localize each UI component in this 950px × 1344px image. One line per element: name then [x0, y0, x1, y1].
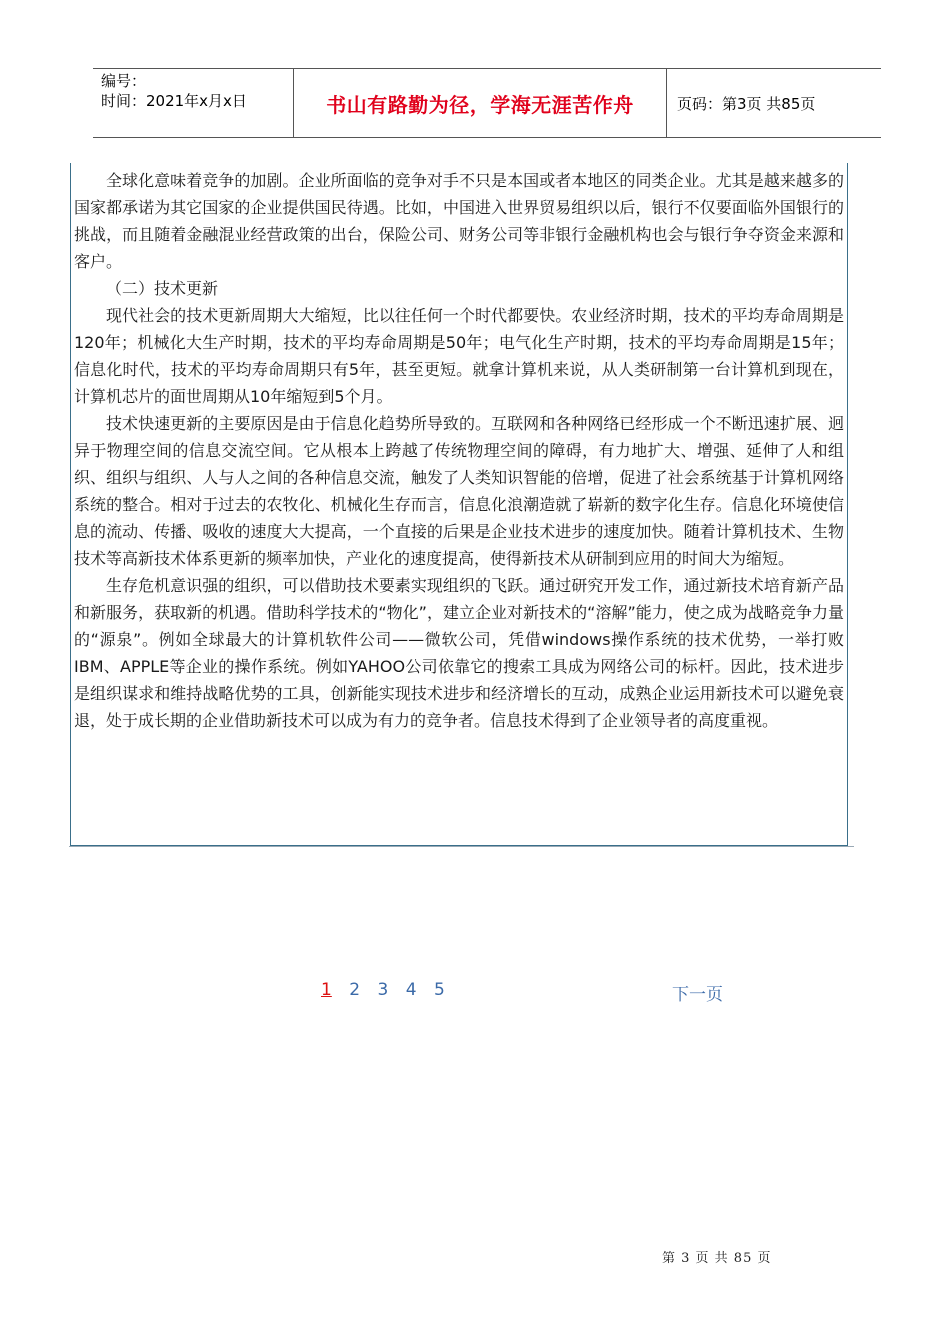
next-page-link[interactable]: 下一页	[672, 985, 723, 1005]
page-footer: 第 3 页 共 85 页	[662, 1251, 772, 1266]
header-motto: 书山有路勤为径，学海无涯苦作舟	[293, 69, 667, 137]
page-link-3[interactable]: 3	[377, 980, 389, 1000]
pagination	[321, 980, 457, 1000]
section-heading: （二）技术更新	[106, 279, 219, 298]
content-frame	[70, 163, 848, 1005]
page-link-4[interactable]: 4	[405, 980, 417, 1000]
page-link-5[interactable]: 5	[433, 980, 445, 1000]
header-meta	[93, 69, 293, 137]
page-header	[93, 68, 881, 138]
header-page-info: 页码：第3页 共85页	[677, 94, 816, 113]
page-link-1[interactable]: 1	[321, 980, 332, 1000]
frame-divider	[69, 846, 854, 847]
article-body	[74, 167, 844, 734]
number-label: 编号：	[101, 72, 147, 90]
paragraph: 生存危机意识强的组织，可以借助技术要素实现组织的飞跃。通过研究开发工作，通过新技术培育新产品和新服务，获取新的机遇。借助科学技术的“物化”，建立企业对新技术的“溶解”能力，使之成为战略竞争力量的“源泉”。例如全球最大的计算机软件公司——微软公司，凭借windows操作系统的技术优势，一举打败IBM、APPLE等企业的操作系统。例如YAHOO公司依靠它的搜索工具成为网络公司的标杆。因此，技术进步是组织谋求和维持战略优势的工具，创新能实现技术进步和经济增长的互动，成熟企业运用新技术可以避免衰退，处于成长期的企业借助新技术可以成为有力的竞争者。信息技术得到了企业领导者的高度重视。	[74, 576, 844, 730]
paragraph: 现代社会的技术更新周期大大缩短，比以往任何一个时代都要快。农业经济时期，技术的平均寿命周期是120年；机械化大生产时期，技术的平均寿命周期是50年；电气化生产时期，技术的平均寿命周期是15年；信息化时代，技术的平均寿命周期只有5年，甚至更短。就拿计算机来说，从人类研制第一台计算机到现在，计算机芯片的面世周期从10年缩短到5个月。	[74, 306, 844, 406]
time-label: 时间：2021年x月x日	[101, 92, 247, 110]
paragraph: 全球化意味着竞争的加剧。企业所面临的竞争对手不只是本国或者本地区的同类企业。尤其是越来越多的国家都承诺为其它国家的企业提供国民待遇。比如，中国进入世界贸易组织以后，银行不仅要面临外国银行的挑战，而且随着金融混业经营政策的出台，保险公司、财务公司等非银行金融机构也会与银行争夺资金来源和客户。	[74, 171, 844, 271]
paragraph: 技术快速更新的主要原因是由于信息化趋势所导致的。互联网和各种网络已经形成一个不断迅速扩展、迥异于物理空间的信息交流空间。它从根本上跨越了传统物理空间的障碍，有力地扩大、增强、延伸了人和组织、组织与组织、人与人之间的各种信息交流，触发了人类知识智能的倍增，促进了社会系统基于计算机网络系统的整合。相对于过去的农牧化、机械化生存而言，信息化浪潮造就了崭新的数字化生存。信息化环境使信息的流动、传播、吸收的速度大大提高，一个直接的后果是企业技术进步的速度加快。随着计算机技术、生物技术等高新技术体系更新的频率加快，产业化的速度提高，使得新技术从研制到应用的时间大为缩短。	[74, 414, 844, 568]
page-link-2[interactable]: 2	[349, 980, 361, 1000]
